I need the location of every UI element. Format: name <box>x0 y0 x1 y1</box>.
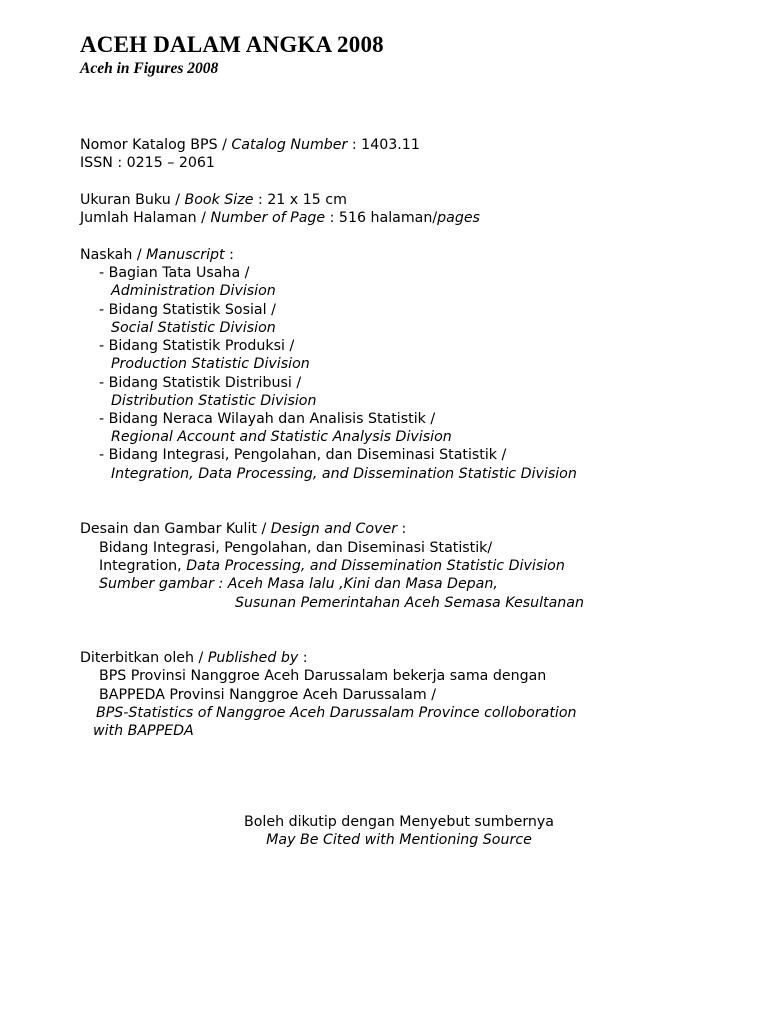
book-size-line <box>80 191 347 209</box>
manuscript-item-id: - Bidang Statistik Produksi / <box>99 338 295 354</box>
page-subtitle: Aceh in Figures 2008 <box>80 60 219 77</box>
design-heading <box>80 520 406 538</box>
manuscript-item-en-text: Regional Account and Statistic Analysis Division <box>111 429 452 445</box>
manuscript-item-en-text: Administration Division <box>111 283 276 299</box>
citation-en-text: May Be Cited with Mentioning Source <box>266 832 532 848</box>
publisher-label-en: Published by <box>207 650 299 666</box>
image-source-text-2: Susunan Pemerintahan Aceh Semasa Kesultanan <box>235 595 584 611</box>
manuscript-item-en <box>111 355 310 373</box>
publisher-line-1: BPS Provinsi Nanggroe Aceh Darussalam bekerja sama dengan <box>99 668 547 684</box>
page-count-line <box>80 209 480 227</box>
image-source-line-2 <box>235 594 584 612</box>
catalog-number-line <box>80 136 420 154</box>
manuscript-item-id: - Bagian Tata Usaha / <box>99 265 250 281</box>
manuscript-item-id: - Bidang Statistik Sosial / <box>99 302 276 318</box>
manuscript-item-en-text: Distribution Statistic Division <box>111 393 317 409</box>
manuscript-item-en-text: Social Statistic Division <box>111 320 276 336</box>
design-line-2-italic: Data Processing, and Dissemination Statistic Division <box>186 558 565 574</box>
publisher-line-3-text: BPS-Statistics of Nanggroe Aceh Darussalam Province colloboration <box>96 705 577 721</box>
manuscript-item-id: - Bidang Neraca Wilayah dan Analisis Statistik / <box>99 411 436 427</box>
manuscript-item-id: - Bidang Statistik Distribusi / <box>99 375 302 391</box>
publisher-heading <box>80 649 308 667</box>
manuscript-item-en <box>111 392 316 410</box>
manuscript-item-en-text: Production Statistic Division <box>111 356 310 372</box>
catalog-label-en: Catalog Number <box>231 137 348 153</box>
design-label-en: Design and Cover <box>270 521 398 537</box>
design-label-id: Desain dan Gambar Kulit / <box>80 521 271 537</box>
manuscript-item-id: - Bidang Integrasi, Pengolahan, dan Diseminasi Statistik / <box>99 447 507 463</box>
manuscript-item-en-text: Integration, Data Processing, and Dissemination Statistic Division <box>111 466 577 482</box>
image-source-text-1: Sumber gambar : Aceh Masa lalu ,Kini dan Masa Depan, <box>99 576 498 592</box>
pages-label-en: Number of Page <box>210 210 326 226</box>
citation-id: Boleh dikutip dengan Menyebut sumbernya <box>243 814 554 830</box>
manuscript-item-en <box>111 428 452 446</box>
pages-label-id: Jumlah Halaman / <box>80 210 211 226</box>
catalog-label-id: Nomor Katalog BPS / <box>80 137 232 153</box>
publisher-line-4-text: with BAPPEDA <box>93 723 194 739</box>
design-colon: : <box>397 521 407 537</box>
catalog-value: : 1403.11 <box>347 137 420 153</box>
page-title: ACEH DALAM ANGKA 2008 <box>80 32 384 57</box>
image-source-line-1 <box>99 575 498 593</box>
publisher-label-id: Diterbitkan oleh / <box>80 650 208 666</box>
book-size-label-en: Book Size <box>184 192 254 208</box>
manuscript-item-en <box>111 319 276 337</box>
citation-en <box>0 831 768 849</box>
design-line-2-plain: Integration, <box>99 558 187 574</box>
publisher-line-3 <box>96 704 577 722</box>
book-size-value: : 21 x 15 cm <box>253 192 347 208</box>
design-line-2 <box>99 557 565 575</box>
manuscript-label-en: Manuscript <box>146 247 225 263</box>
book-size-label-id: Ukuran Buku / <box>80 192 185 208</box>
manuscript-label-id: Naskah / <box>80 247 147 263</box>
manuscript-heading <box>80 246 234 264</box>
manuscript-item-en <box>111 465 577 483</box>
issn-line: ISSN : 0215 – 2061 <box>80 155 215 171</box>
pages-value: : 516 halaman/ <box>325 210 438 226</box>
manuscript-item-en <box>111 282 276 300</box>
pages-suffix-en: pages <box>437 210 480 226</box>
publisher-colon: : <box>298 650 308 666</box>
publisher-line-2: BAPPEDA Provinsi Nanggroe Aceh Darussalam / <box>99 687 436 703</box>
design-line-1: Bidang Integrasi, Pengolahan, dan Diseminasi Statistik/ <box>99 540 493 556</box>
manuscript-colon: : <box>224 247 234 263</box>
publisher-line-4 <box>93 722 194 740</box>
